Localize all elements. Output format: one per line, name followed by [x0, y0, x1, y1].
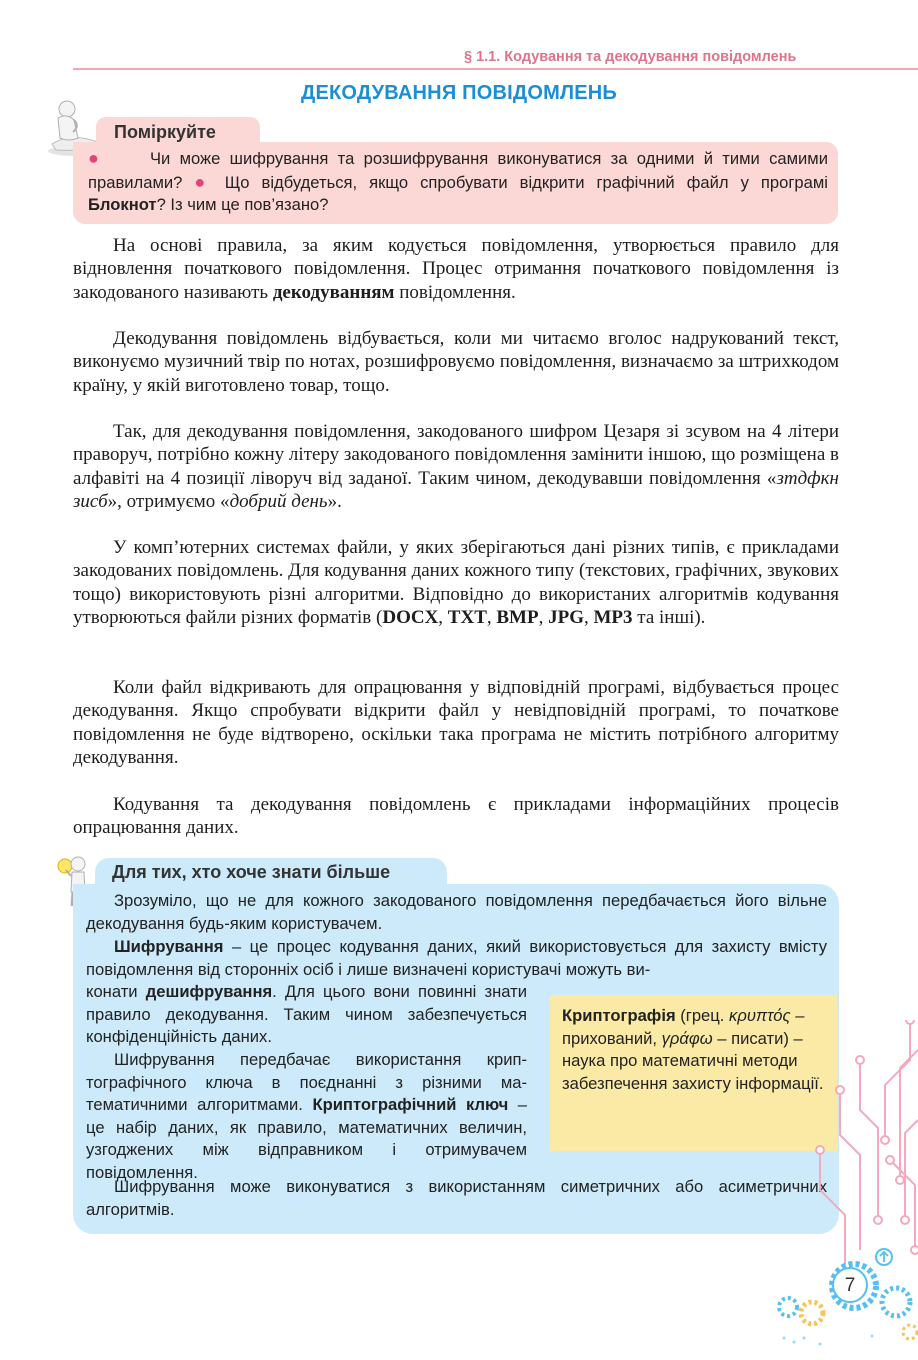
term-crypto-key: Криптографічний ключ	[312, 1095, 509, 1115]
main-paragraph-5	[73, 676, 839, 770]
p6-text: Кодування та декодування повідомлень є прикладами інформаційних процесів опрацювання даних.	[73, 794, 839, 839]
p3-end: ».	[327, 491, 342, 513]
format-txt: TXT	[447, 607, 487, 629]
main-paragraph-3	[73, 420, 839, 514]
term-decryption: дешифрування	[145, 982, 273, 1001]
question-2-pre: Що відбудеться, якщо спробувати відкрити графічний файл у програмі	[224, 172, 828, 192]
know-p2-cont-end: . Для цього вони повинні знати правило декодування. Таким чином забезпечується конфіденційність даних.	[86, 982, 527, 1047]
crypto-origin: (грец.	[680, 1006, 725, 1025]
main-paragraph-6	[73, 793, 839, 840]
know-p4-text: Шифрування може виконуватися з використанням симетричних або асиметричних алгоритмів.	[86, 1177, 827, 1219]
think-label: Поміркуйте	[114, 122, 216, 142]
page-title: ДЕКОДУВАННЯ ПОВІДОМЛЕНЬ	[301, 82, 617, 104]
know-p3-end: – це набір даних, як правило, математичних величин, узгоджених між відправником і отримувачем повідомлення.	[86, 1095, 527, 1182]
know-paragraph-4	[86, 1176, 827, 1221]
page-number: 7	[844, 1275, 856, 1296]
term-encryption: Шифрування	[114, 937, 224, 956]
p2-text: Декодування повідомлень відбувається, коли ми читаємо вголос надрукований текст, виконуємо музичний твір по нотах, розшифровуємо повідомлення, визначаємо за штрихкодом країну, у якій виготовлено товар, тощо.	[73, 328, 839, 396]
know-paragraph-1	[86, 890, 827, 935]
format-bmp: BMP	[496, 607, 539, 629]
greek-word-1-meaning: – прихований,	[562, 1006, 805, 1048]
p3-decoded: добрий день	[229, 491, 328, 513]
know-paragraph-3	[86, 1049, 527, 1185]
question-1: Чи може шифрування та розшифрування виконуватися за одними й тими самими правилами?	[88, 149, 828, 192]
section-header: § 1.1. Кодування та декодування повідомлень	[464, 49, 797, 65]
p3-text: Так, для декодування повідомлення, закодованого шифром Цезаря зі зсувом на 4 літери праворуч, потрібно кожну літеру закодованого повідомлення замінити іншою, що розміщена в алфавіті на 4 позиції ліворуч від заданої. Таким чином, декодувавши повідомлення «	[73, 421, 839, 489]
greek-word-2: γράφω	[661, 1028, 713, 1048]
p1-text-end: повідомлення.	[399, 281, 516, 303]
know-p1-text: Зрозуміло, що не для кожного закодованого повідомлення передбачається його вільне декодування будь-яким користувачем.	[86, 891, 827, 933]
header-rule	[73, 68, 918, 70]
bullet-icon: ●	[194, 171, 213, 192]
greek-word-2-meaning: – писати) – наука про математичні методи забезпечення захисту інформації.	[562, 1028, 824, 1093]
format-jpg: JPG	[548, 607, 584, 629]
p3-mid: », отримуємо «	[107, 491, 230, 513]
p4-text: У комп’ютерних системах файли, у яких зберігаються дані різних типів, є прикладами закодованих повідомлень. Для кодування даних кожного типу (текстових, графічних, звукових тощо) використовують різні алгоритми. Відповідно до використаних алгоритмів кодування утворюються файли різних форматів (	[73, 537, 839, 629]
p3-encoded: зтдфкн зисб	[73, 467, 839, 513]
question-2-post: ? Із чим це пов’язано?	[156, 195, 329, 214]
format-docx: DOCX	[382, 607, 439, 629]
question-2-bold: Блокнот	[88, 195, 157, 214]
main-paragraph-1	[73, 234, 839, 304]
know-p2-cont: конати	[86, 982, 138, 1001]
p1-bold-term: декодуванням	[272, 281, 395, 303]
know-paragraph-2-continued	[86, 981, 527, 1049]
greek-word-1: κρυπτός	[729, 1006, 791, 1025]
circuit-gears-decoration	[760, 1020, 918, 1360]
know-paragraph-2	[86, 936, 827, 981]
p1-text: На основі правила, за яким кодується повідомлення, утворюється правило для відновлення початкового повідомлення. Процес отримання початкового повідомлення із закодованого називають	[73, 235, 839, 303]
p5-text: Коли файл відкривають для опрацювання у відповідній програмі, відбувається процес декодування. Якщо спробувати відкрити файл у невідповідній програмі, то початкове повідомлення не буде відтворено, оскільки така програма не містить потрібного алгоритму декодування.	[73, 677, 839, 769]
think-questions	[88, 147, 828, 217]
know-p2-text: – це процес кодування даних, який використовується для захисту вмісту повідомлення від сторонніх осіб і лише визначені користувачі можуть ви-	[86, 937, 827, 979]
format-mp3: MP3	[593, 607, 633, 629]
know-p3-text: Шифрування передбачає використання криптографічного ключа в поєднанні з різними математичними алгоритмами.	[86, 1050, 527, 1115]
know-more-label: Для тих, хто хоче знати більше	[112, 862, 391, 882]
crypto-term: Криптографія	[562, 1006, 676, 1025]
p4-end: та інші).	[637, 607, 706, 629]
main-paragraph-4: У комп’ютерних системах файли, у яких зберігаються дані різних типів, є прикладами закодованих повідомлень. Для кодування даних кожного типу (текстових, графічних, звукових тощо) використовують різні алгоритми. Відповідно до використаних алгоритмів кодування утворюються файли різних форматів (DOCX, TXT, BMP, JPG, MP3 та інші).	[73, 537, 839, 629]
bullet-icon: ●	[88, 148, 104, 168]
main-paragraph-2	[73, 327, 839, 397]
